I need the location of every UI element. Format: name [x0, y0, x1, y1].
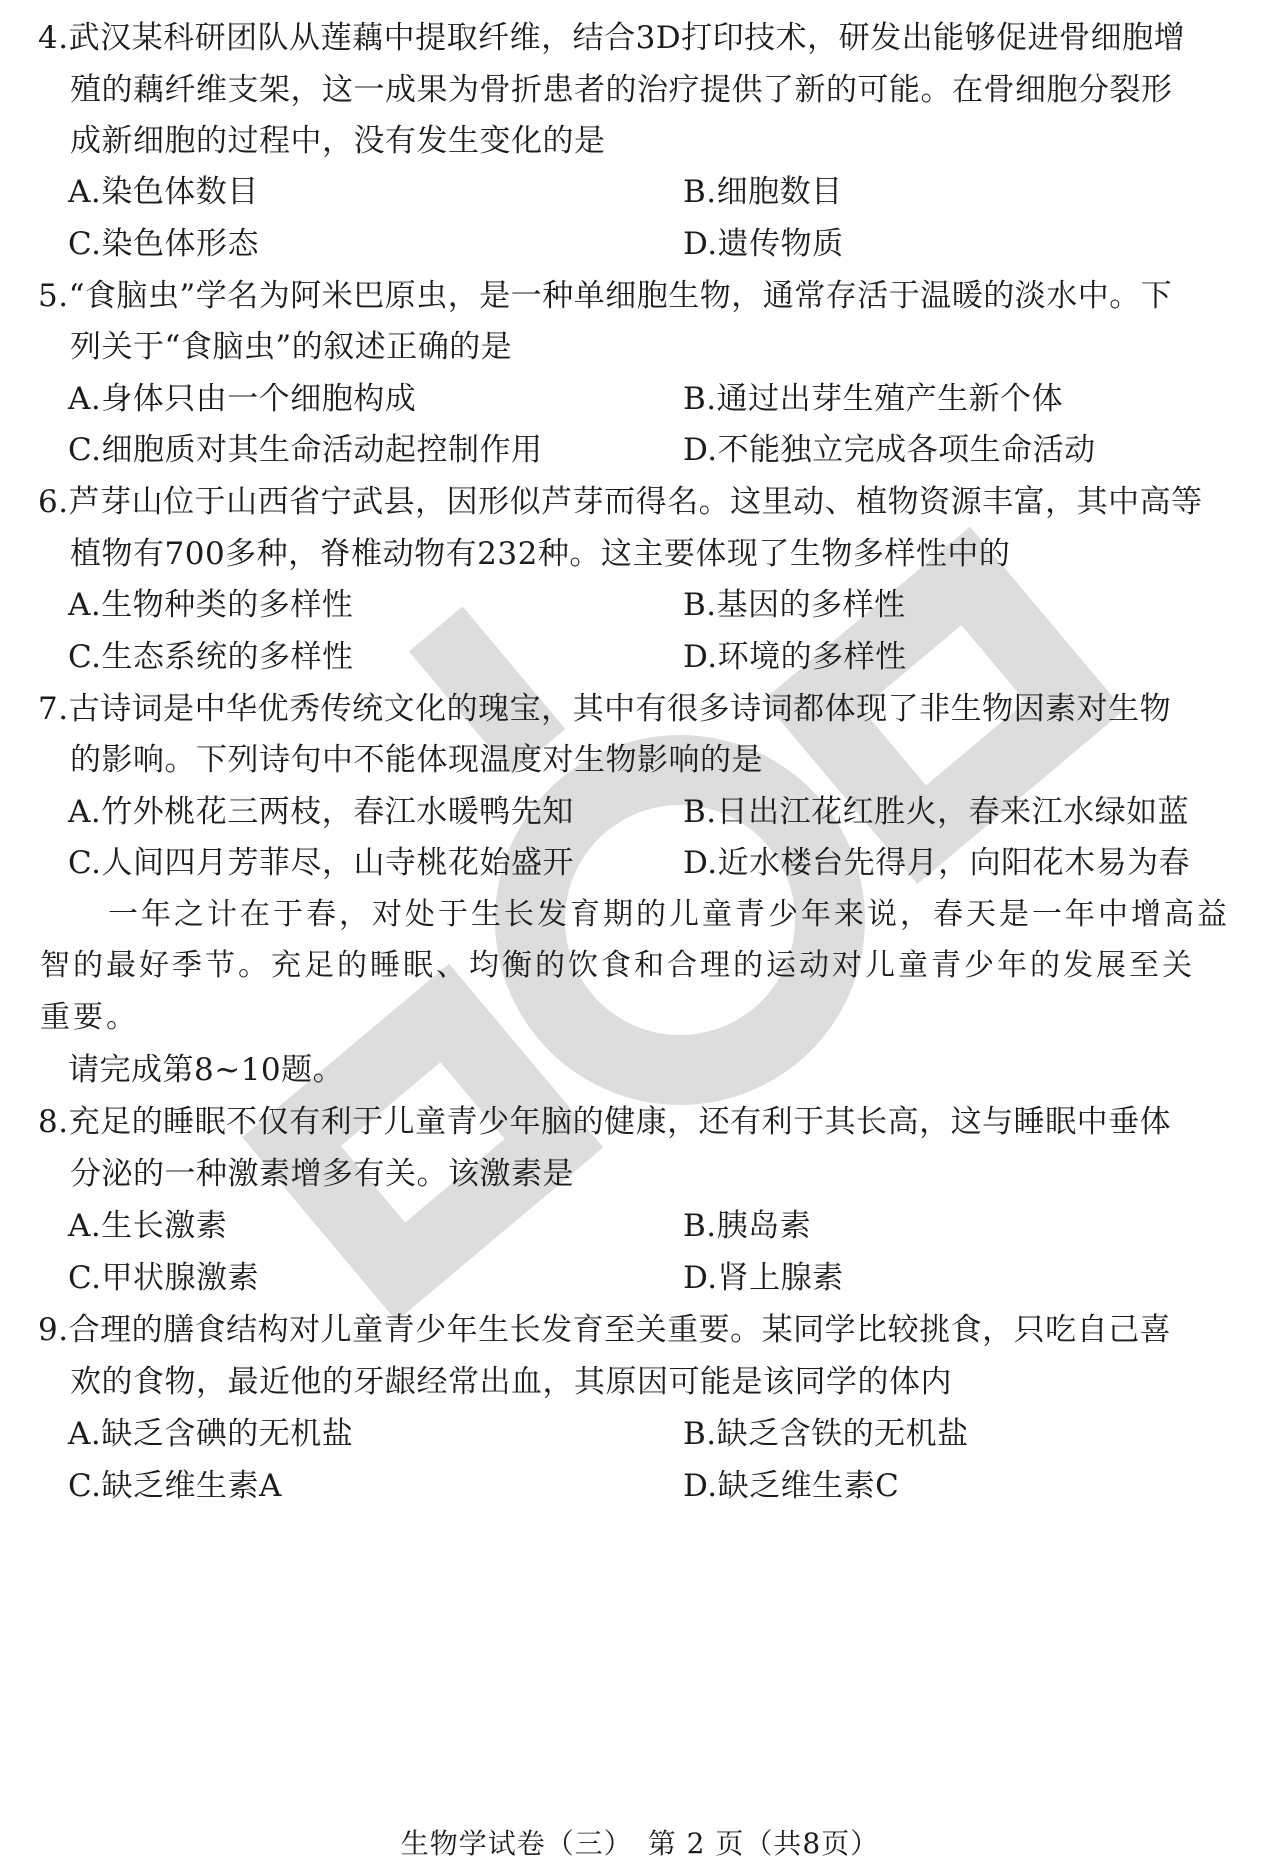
- question-5-option-a: A.身体只由一个细胞构成: [68, 381, 417, 417]
- passage-line-1: 一年之计在于春，对处于生长发育期的儿童青少年来说，春天是一年中增高益: [108, 897, 1230, 932]
- question-9-option-a: A.缺乏含碘的无机盐: [68, 1416, 354, 1452]
- question-7-line-1: 7.古诗词是中华优秀传统文化的瑰宝，其中有很多诗词都体现了非生物因素对生物: [38, 691, 1172, 727]
- question-6-option-c: C.生态系统的多样性: [68, 639, 354, 675]
- question-4-option-c: C.染色体形态: [68, 226, 259, 262]
- question-4-line-1: 4.武汉某科研团队从莲藕中提取纤维，结合3D打印技术，研发出能够促进骨细胞增: [38, 20, 1186, 56]
- question-7-option-d: D.近水楼台先得月，向阳花木易为春: [683, 845, 1191, 881]
- question-5-option-b: B.通过出芽生殖产生新个体: [683, 381, 1064, 417]
- question-5-option-d: D.不能独立完成各项生命活动: [683, 432, 1096, 468]
- question-6-option-b: B.基因的多样性: [683, 587, 906, 623]
- question-9-line-1: 9.合理的膳食结构对儿童青少年生长发育至关重要。某同学比较挑食，只吃自己喜: [38, 1312, 1172, 1348]
- question-7-line-2: 的影响。下列诗句中不能体现温度对生物影响的是: [70, 742, 763, 778]
- question-8-line-2: 分泌的一种激素增多有关。该激素是: [70, 1156, 574, 1192]
- question-4-line-2: 殖的藕纤维支架，这一成果为骨折患者的治疗提供了新的可能。在骨细胞分裂形: [70, 72, 1173, 108]
- question-8-option-d: D.肾上腺素: [683, 1260, 844, 1296]
- question-7-option-c: C.人间四月芳菲尽，山寺桃花始盛开: [68, 845, 574, 881]
- question-8-option-b: B.胰岛素: [683, 1208, 812, 1244]
- question-5-line-2: 列关于“食脑虫”的叙述正确的是: [70, 329, 513, 365]
- question-9-line-2: 欢的食物，最近他的牙龈经常出血，其原因可能是该同学的体内: [70, 1364, 952, 1400]
- question-6-option-a: A.生物种类的多样性: [68, 587, 354, 623]
- question-6-line-1: 6.芦芽山位于山西省宁武县，因形似芦芽而得名。这里动、植物资源丰富，其中高等: [38, 484, 1203, 520]
- question-8-option-c: C.甲状腺激素: [68, 1260, 259, 1296]
- question-9-option-d: D.缺乏维生素C: [683, 1468, 900, 1504]
- question-5-option-c: C.细胞质对其生命活动起控制作用: [68, 432, 543, 468]
- question-6-line-2: 植物有700多种，脊椎动物有232种。这主要体现了生物多样性中的: [70, 536, 1011, 572]
- page-footer: 生物学试卷（三） 第 2 页（共8页）: [400, 1827, 880, 1860]
- question-7-option-b: B.日出江花红胜火，春来江水绿如蓝: [683, 794, 1190, 830]
- question-4-option-b: B.细胞数目: [683, 174, 843, 210]
- question-4-option-d: D.遗传物质: [683, 226, 844, 262]
- question-9-option-b: B.缺乏含铁的无机盐: [683, 1416, 969, 1452]
- question-4-option-a: A.染色体数目: [68, 174, 259, 210]
- question-8-option-a: A.生长激素: [68, 1208, 228, 1244]
- passage-line-3: 重要。: [40, 1000, 139, 1035]
- question-4-line-3: 成新细胞的过程中，没有发生变化的是: [70, 123, 606, 159]
- question-8-line-1: 8.充足的睡眠不仅有利于儿童青少年脑的健康，还有利于其长高，这与睡眠中垂体: [38, 1104, 1172, 1140]
- question-9-option-c: C.缺乏维生素A: [68, 1468, 282, 1504]
- question-5-line-1: 5.“食脑虫”学名为阿米巴原虫，是一种单细胞生物，通常存活于温暖的淡水中。下: [38, 278, 1173, 314]
- passage-instruction: 请完成第8~10题。: [68, 1052, 345, 1088]
- passage-line-2: 智的最好季节。充足的睡眠、均衡的饮食和合理的运动对儿童青少年的发展至关: [40, 948, 1195, 983]
- question-7-option-a: A.竹外桃花三两枝，春江水暖鸭先知: [68, 794, 574, 830]
- question-6-option-d: D.环境的多样性: [683, 639, 907, 675]
